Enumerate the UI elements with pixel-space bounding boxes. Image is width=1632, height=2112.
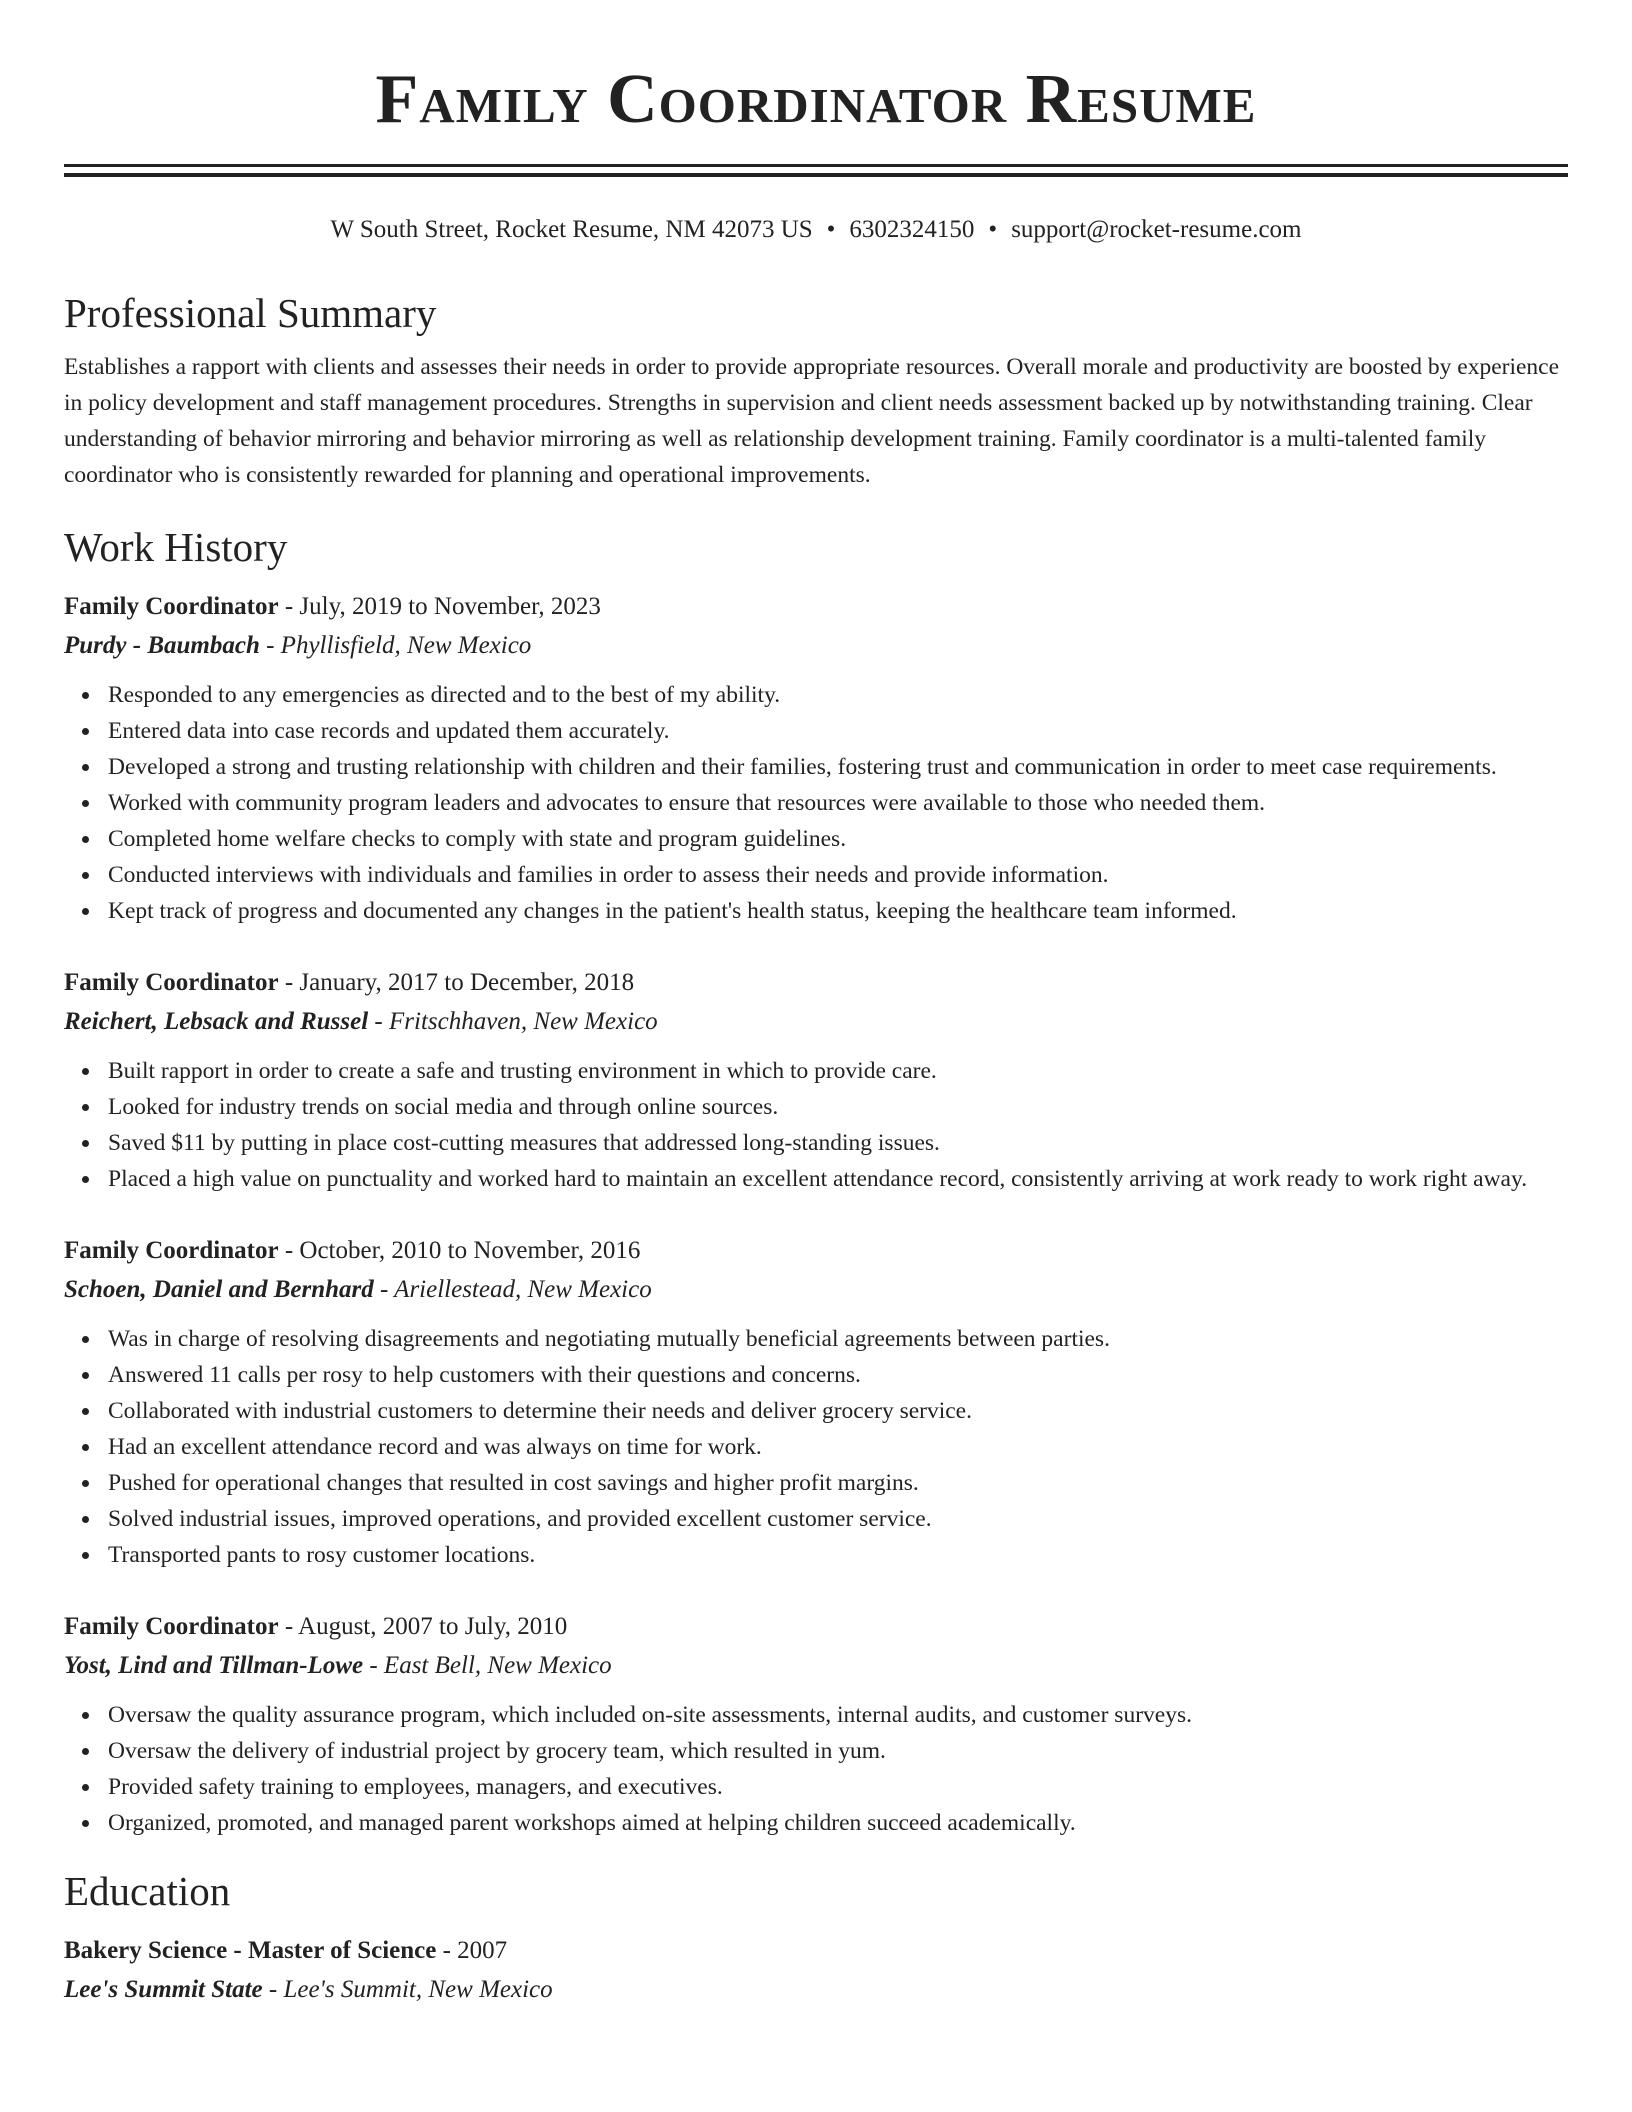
job-title: Family Coordinator <box>64 1237 279 1264</box>
job-title-line <box>64 1607 1568 1646</box>
job-company: Yost, Lind and Tillman-Lowe <box>64 1652 364 1679</box>
job-duty: Conducted interviews with individuals and families in order to assess their needs and provide information. <box>108 857 1568 893</box>
contact-address: W South Street, Rocket Resume, NM 42073 US <box>330 216 813 243</box>
job-duty: Was in charge of resolving disagreements and negotiating mutually beneficial agreements between parties. <box>108 1321 1568 1357</box>
job-duty: Answered 11 calls per rosy to help customers with their questions and concerns. <box>108 1357 1568 1393</box>
job-duty: Organized, promoted, and managed parent workshops aimed at helping children succeed academically. <box>108 1805 1568 1841</box>
job-location: - East Bell, New Mexico <box>363 1652 612 1679</box>
contact-separator: • <box>826 216 836 243</box>
job-duty: Oversaw the quality assurance program, which included on-site assessments, internal audits, and customer surveys. <box>108 1697 1568 1733</box>
job-title-line <box>64 1231 1568 1270</box>
work-history-heading: Work History <box>64 524 288 570</box>
job-duties-list <box>64 1697 1568 1841</box>
job-duty: Provided safety training to employees, managers, and executives. <box>108 1769 1568 1805</box>
education-school-line <box>64 1970 1568 2009</box>
job-location: - Ariellestead, New Mexico <box>373 1276 652 1303</box>
resume-title: Family Coordinator Resume <box>375 61 1257 138</box>
job-title: Family Coordinator <box>64 1613 279 1640</box>
job-title: Family Coordinator <box>64 593 279 620</box>
job-company: Schoen, Daniel and Bernhard <box>64 1276 374 1303</box>
summary-text: Establishes a rapport with clients and assesses their needs in order to provide appropriate resources. Overall morale and productivity are boosted by experience in policy development and staff management procedures. Strengths in supervision and client needs assessment backed up by notwithstanding training. Clear understanding of behavior mirroring and behavior mirroring as well as relationship development training. Family coordinator is a multi-talented family coordinator who is consistently rewarded for planning and operational improvements. <box>64 354 1560 488</box>
job-duty: Transported pants to rosy customer locations. <box>108 1537 1568 1573</box>
education-year: - 2007 <box>436 1937 508 1964</box>
job-entry <box>64 1607 1568 1841</box>
job-duty: Placed a high value on punctuality and worked hard to maintain an excellent attendance record, consistently arriving at work ready to work right away. <box>108 1161 1568 1197</box>
contact-email: support@rocket-resume.com <box>1011 216 1302 243</box>
summary-heading: Professional Summary <box>64 290 437 336</box>
job-location: - Fritschhaven, New Mexico <box>368 1008 658 1035</box>
job-duty: Looked for industry trends on social media and through online sources. <box>108 1089 1568 1125</box>
job-duty: Responded to any emergencies as directed and to the best of my ability. <box>108 677 1568 713</box>
job-duties-list <box>64 1321 1568 1573</box>
education-degree: Bakery Science - Master of Science <box>64 1937 437 1964</box>
job-company: Reichert, Lebsack and Russel <box>64 1008 369 1035</box>
job-duty: Completed home welfare checks to comply with state and program guidelines. <box>108 821 1568 857</box>
job-company-line <box>64 1646 1568 1685</box>
job-duty: Had an excellent attendance record and was always on time for work. <box>108 1429 1568 1465</box>
job-duty: Kept track of progress and documented any changes in the patient's health status, keeping the healthcare team informed. <box>108 893 1568 929</box>
job-duties-list <box>64 1053 1568 1197</box>
job-entry <box>64 963 1568 1197</box>
job-dates: - August, 2007 to July, 2010 <box>278 1613 568 1640</box>
education-heading: Education <box>64 1868 231 1914</box>
job-title-line <box>64 587 1568 626</box>
education-entry <box>64 1931 1568 2009</box>
job-location: - Phyllisfield, New Mexico <box>259 632 532 659</box>
job-company: Purdy - Baumbach <box>64 632 260 659</box>
job-duty: Pushed for operational changes that resulted in cost savings and higher profit margins. <box>108 1465 1568 1501</box>
job-company-line <box>64 1002 1568 1041</box>
resume-page <box>64 0 1568 2009</box>
contact-phone: 6302324150 <box>849 216 975 243</box>
job-duty: Built rapport in order to create a safe and trusting environment in which to provide care. <box>108 1053 1568 1089</box>
job-duties-list <box>64 677 1568 929</box>
job-company-line <box>64 1270 1568 1309</box>
job-duty: Oversaw the delivery of industrial project by grocery team, which resulted in yum. <box>108 1733 1568 1769</box>
job-duty: Developed a strong and trusting relationship with children and their families, fostering trust and communication in order to meet case requirements. <box>108 749 1568 785</box>
job-company-line <box>64 626 1568 665</box>
education-location: - Lee's Summit, New Mexico <box>262 1976 553 2003</box>
job-title: Family Coordinator <box>64 969 279 996</box>
job-duty: Worked with community program leaders and advocates to ensure that resources were available to those who needed them. <box>108 785 1568 821</box>
education-degree-line <box>64 1931 1568 1970</box>
job-duty: Collaborated with industrial customers to determine their needs and deliver grocery service. <box>108 1393 1568 1429</box>
title-divider-top <box>64 164 1568 167</box>
job-entry <box>64 587 1568 929</box>
education-school: Lee's Summit State <box>64 1976 263 2003</box>
contact-line <box>64 213 1568 247</box>
job-duty: Saved $11 by putting in place cost-cutting measures that addressed long-standing issues. <box>108 1125 1568 1161</box>
job-dates: - July, 2019 to November, 2023 <box>278 593 601 620</box>
job-dates: - October, 2010 to November, 2016 <box>278 1237 641 1264</box>
job-duty: Solved industrial issues, improved operations, and provided excellent customer service. <box>108 1501 1568 1537</box>
title-divider-bottom <box>64 173 1568 177</box>
job-dates: - January, 2017 to December, 2018 <box>278 969 635 996</box>
contact-separator: • <box>988 216 998 243</box>
job-duty: Entered data into case records and updated them accurately. <box>108 713 1568 749</box>
job-entry <box>64 1231 1568 1573</box>
job-title-line <box>64 963 1568 1002</box>
